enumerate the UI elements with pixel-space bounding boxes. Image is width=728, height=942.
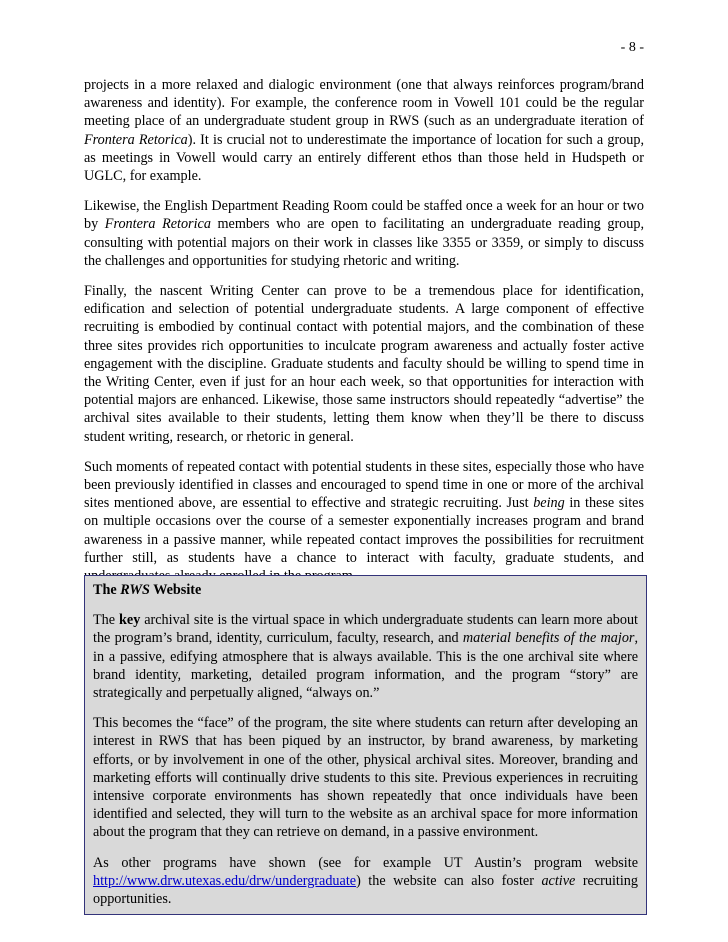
box-title: The RWS Website <box>93 582 202 598</box>
paragraph-3: Finally, the nascent Writing Center can prove to be a tremendous place for identification, edification and selection of potential undergraduate students. A large component of effective recruiting is embodied by continual contact with potential majors, and the combination of these three sites provides rich opportunities to inculcate program awareness and actually foster active engagement with the discipline. Graduate students and faculty should be willing to spend time in the Writing Center, even if just for an hour each week, so that opportunities for interaction with potential majors are enhanced. Likewise, those same instructors should repeatedly “advertise” the archival sites available to their students, letting them know when they’ll be there to discuss student writing, research, or rhetoric in general. <box>84 283 644 445</box>
box-paragraph-1: The key archival site is the virtual space in which undergraduate students can learn more about the program’s brand, identity, curriculum, faculty, research, and material benefits of the major, in a passive, edifying atmosphere that is always available. This is the one archival site where brand identity, marketing, detailed program information, and the program “story” are strategically and perpetually aligned, “always on.” <box>93 612 638 702</box>
rws-website-sidebar-box <box>84 575 647 915</box>
box-paragraph-3: As other programs have shown (see for example UT Austin’s program website http://www.drw.utexas.edu/drw/undergraduate) the website can also foster active recruiting opportunities. <box>93 854 638 908</box>
emphasis-frontera-retorica: Frontera Retorica <box>104 216 211 233</box>
body-text <box>84 76 644 597</box>
emphasis-being: being <box>533 495 565 512</box>
box-paragraph-2: This becomes the “face” of the program, the site where students can return after developing an interest in RWS that has been piqued by an instructor, by brand awareness, by marketing efforts, or by involvement in one of the other, physical archival sites. Moreover, branding and marketing efforts will continually drive students to this site. Previous experiences in recruiting intensive corporate environments has shown repeatedly that once individuals have been identified and selected, they will turn to the website as an archival space for more information about the program that they can retrieve on demand, in a passive environment. <box>93 715 638 841</box>
page-number: - 8 - <box>620 40 644 55</box>
paragraph-4: Such moments of repeated contact with potential students in these sites, especially those who have been previously identified in classes and encouraged to spend time in one or more of the archival sites mentioned above, are essential to effective and strategic recruiting. Just being in these sites on multiple occasions over the course of a semester exponentially increases program and brand awareness in a passive manner, while repeated contact improves the possibilities for recruitment further still, as students have a chance to interact with faculty, graduate students, and <box>84 458 644 566</box>
paragraph-2: Likewise, the English Department Reading Room could be staffed once a week for an hour or two by Frontera Retorica members who are open to facilitating an undergraduate reading group, consulting with potential majors on their work in classes like 3355 or 3359, or simply to discuss the challenges and opportunities for studying rhetoric and writing. <box>84 198 645 269</box>
utexas-program-link[interactable]: http://www.drw.utexas.edu/drw/undergraduate <box>93 872 357 889</box>
paragraph-1: projects in a more relaxed and dialogic environment (one that always reinforces program/brand awareness and identity). For example, the conference room in Vowell 101 could be the regular meeting place of an undergraduate student group in RWS (such as an undergraduate iteration of Frontera Retorica). It is crucial not to underestimate the importance of location for such a group, as meetings in Vowell would carry an entirely different ethos than those held in Hudspeth or UGLC, for example. <box>84 77 644 185</box>
emphasis-frontera-retorica: Frontera Retorica <box>84 131 188 148</box>
